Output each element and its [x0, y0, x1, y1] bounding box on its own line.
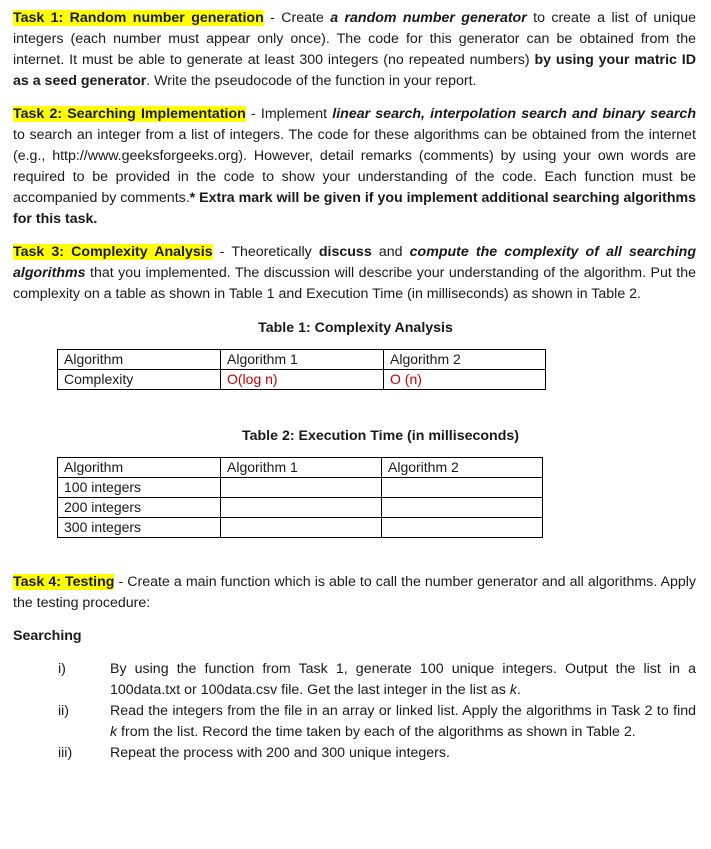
- table-cell: Algorithm 1: [221, 458, 382, 478]
- task2-text-1: - Implement: [245, 106, 333, 122]
- table-cell: Algorithm 1: [221, 350, 384, 370]
- task4-label: Task 4: Testing: [13, 574, 115, 590]
- task1-emphasis-1: a random number generator: [330, 10, 527, 26]
- task2-text-2: to search an integer from a list of integers. The code for these algorithms can be obtained from the internet (e.g., http://www.geeksforgeeks.org). However, detail remarks (comments) by using your own words are required to be provided in the code to show your understanding of the code. Each function must be accompanied by comments.: [13, 127, 696, 206]
- task3-label: Task 3: Complexity Analysis: [13, 244, 213, 260]
- table-cell: [382, 498, 543, 518]
- task4-text-1: - Create a main function which is able to call the number generator and all algorithms. Apply the testing procedure:: [13, 574, 696, 611]
- step-variable-k: k: [110, 724, 118, 740]
- table-cell: [221, 518, 382, 538]
- searching-heading: Searching: [13, 628, 82, 644]
- table-cell: Algorithm: [58, 458, 221, 478]
- table-cell: O (n): [384, 370, 546, 390]
- step-variable-k: k: [509, 682, 517, 698]
- table-cell: Algorithm: [58, 350, 221, 370]
- table-cell: O(log n): [221, 370, 384, 390]
- table-cell: Algorithm 2: [384, 350, 546, 370]
- table1-caption: Table 1: Complexity Analysis: [258, 320, 453, 336]
- task1-text-2: to create a list of unique integers (each number must appear only once). The code for this generator can be obtained from the internet. It must be able to generate at least 300 integers (no repeated numbers): [13, 10, 696, 68]
- task2-paragraph: [13, 104, 696, 230]
- table-row: [58, 350, 546, 370]
- task1-emphasis-2: by using your matric ID as a seed generator: [13, 52, 696, 89]
- table-cell: [382, 518, 543, 538]
- task1-text-3: . Write the pseudocode of the function in your report.: [146, 73, 477, 89]
- table-row: [58, 478, 543, 498]
- task1-text-1: - Create: [263, 10, 331, 26]
- task3-emphasis-2: compute the complexity of all searching algorithms: [13, 244, 696, 281]
- task3-text-1: - Theoretically: [212, 244, 319, 260]
- task4-paragraph: [13, 572, 696, 614]
- table-row: [58, 458, 543, 478]
- task3-emphasis-1: discuss: [318, 244, 372, 260]
- table-cell: 100 integers: [58, 478, 221, 498]
- task3-text-2: and: [371, 244, 410, 260]
- step-number: iii): [58, 745, 73, 761]
- table2-execution-time: [57, 457, 543, 538]
- step-text: [110, 743, 696, 764]
- task1-paragraph: [13, 8, 696, 92]
- task2-emphasis-2: * Extra mark will be given if you implement additional searching algorithms for this task.: [13, 190, 696, 227]
- step-text: [110, 659, 696, 701]
- table-row: [58, 370, 546, 390]
- step-text-a: Read the integers from the file in an array or linked list. Apply the algorithms in Task 2 to find: [110, 703, 696, 719]
- step-text-b: from the list. Record the time taken by each of the algorithms as shown in Table 2.: [117, 724, 636, 740]
- table-cell: [382, 478, 543, 498]
- table-cell: 300 integers: [58, 518, 221, 538]
- table-cell: 200 integers: [58, 498, 221, 518]
- step-text: [110, 701, 696, 743]
- task2-emphasis-1: linear search, interpolation search and binary search: [332, 106, 696, 122]
- table-cell: Complexity: [58, 370, 221, 390]
- task2-label: Task 2: Searching Implementation: [13, 106, 246, 122]
- task3-text-3: that you implemented. The discussion will describe your understanding of the algorithm. Put the complexity on a table as shown in Table 1 and Execution Time (in milliseconds) as shown in Table 2.: [13, 265, 696, 302]
- step-number: i): [58, 661, 66, 677]
- table-row: [58, 518, 543, 538]
- table-cell: Algorithm 2: [382, 458, 543, 478]
- step-text-a: By using the function from Task 1, generate 100 unique integers. Output the list in a 100data.txt or 100data.csv file. Get the last integer in the list as: [110, 661, 696, 698]
- step-number: ii): [58, 703, 70, 719]
- table2-caption: Table 2: Execution Time (in milliseconds): [242, 428, 519, 444]
- table-cell: [221, 498, 382, 518]
- table-cell: [221, 478, 382, 498]
- table1-complexity: [57, 349, 546, 390]
- step-text-b: .: [516, 682, 521, 698]
- table-row: [58, 498, 543, 518]
- task1-label: Task 1: Random number generation: [13, 10, 264, 26]
- step-text-a: Repeat the process with 200 and 300 unique integers.: [110, 745, 450, 761]
- task3-paragraph: [13, 242, 696, 305]
